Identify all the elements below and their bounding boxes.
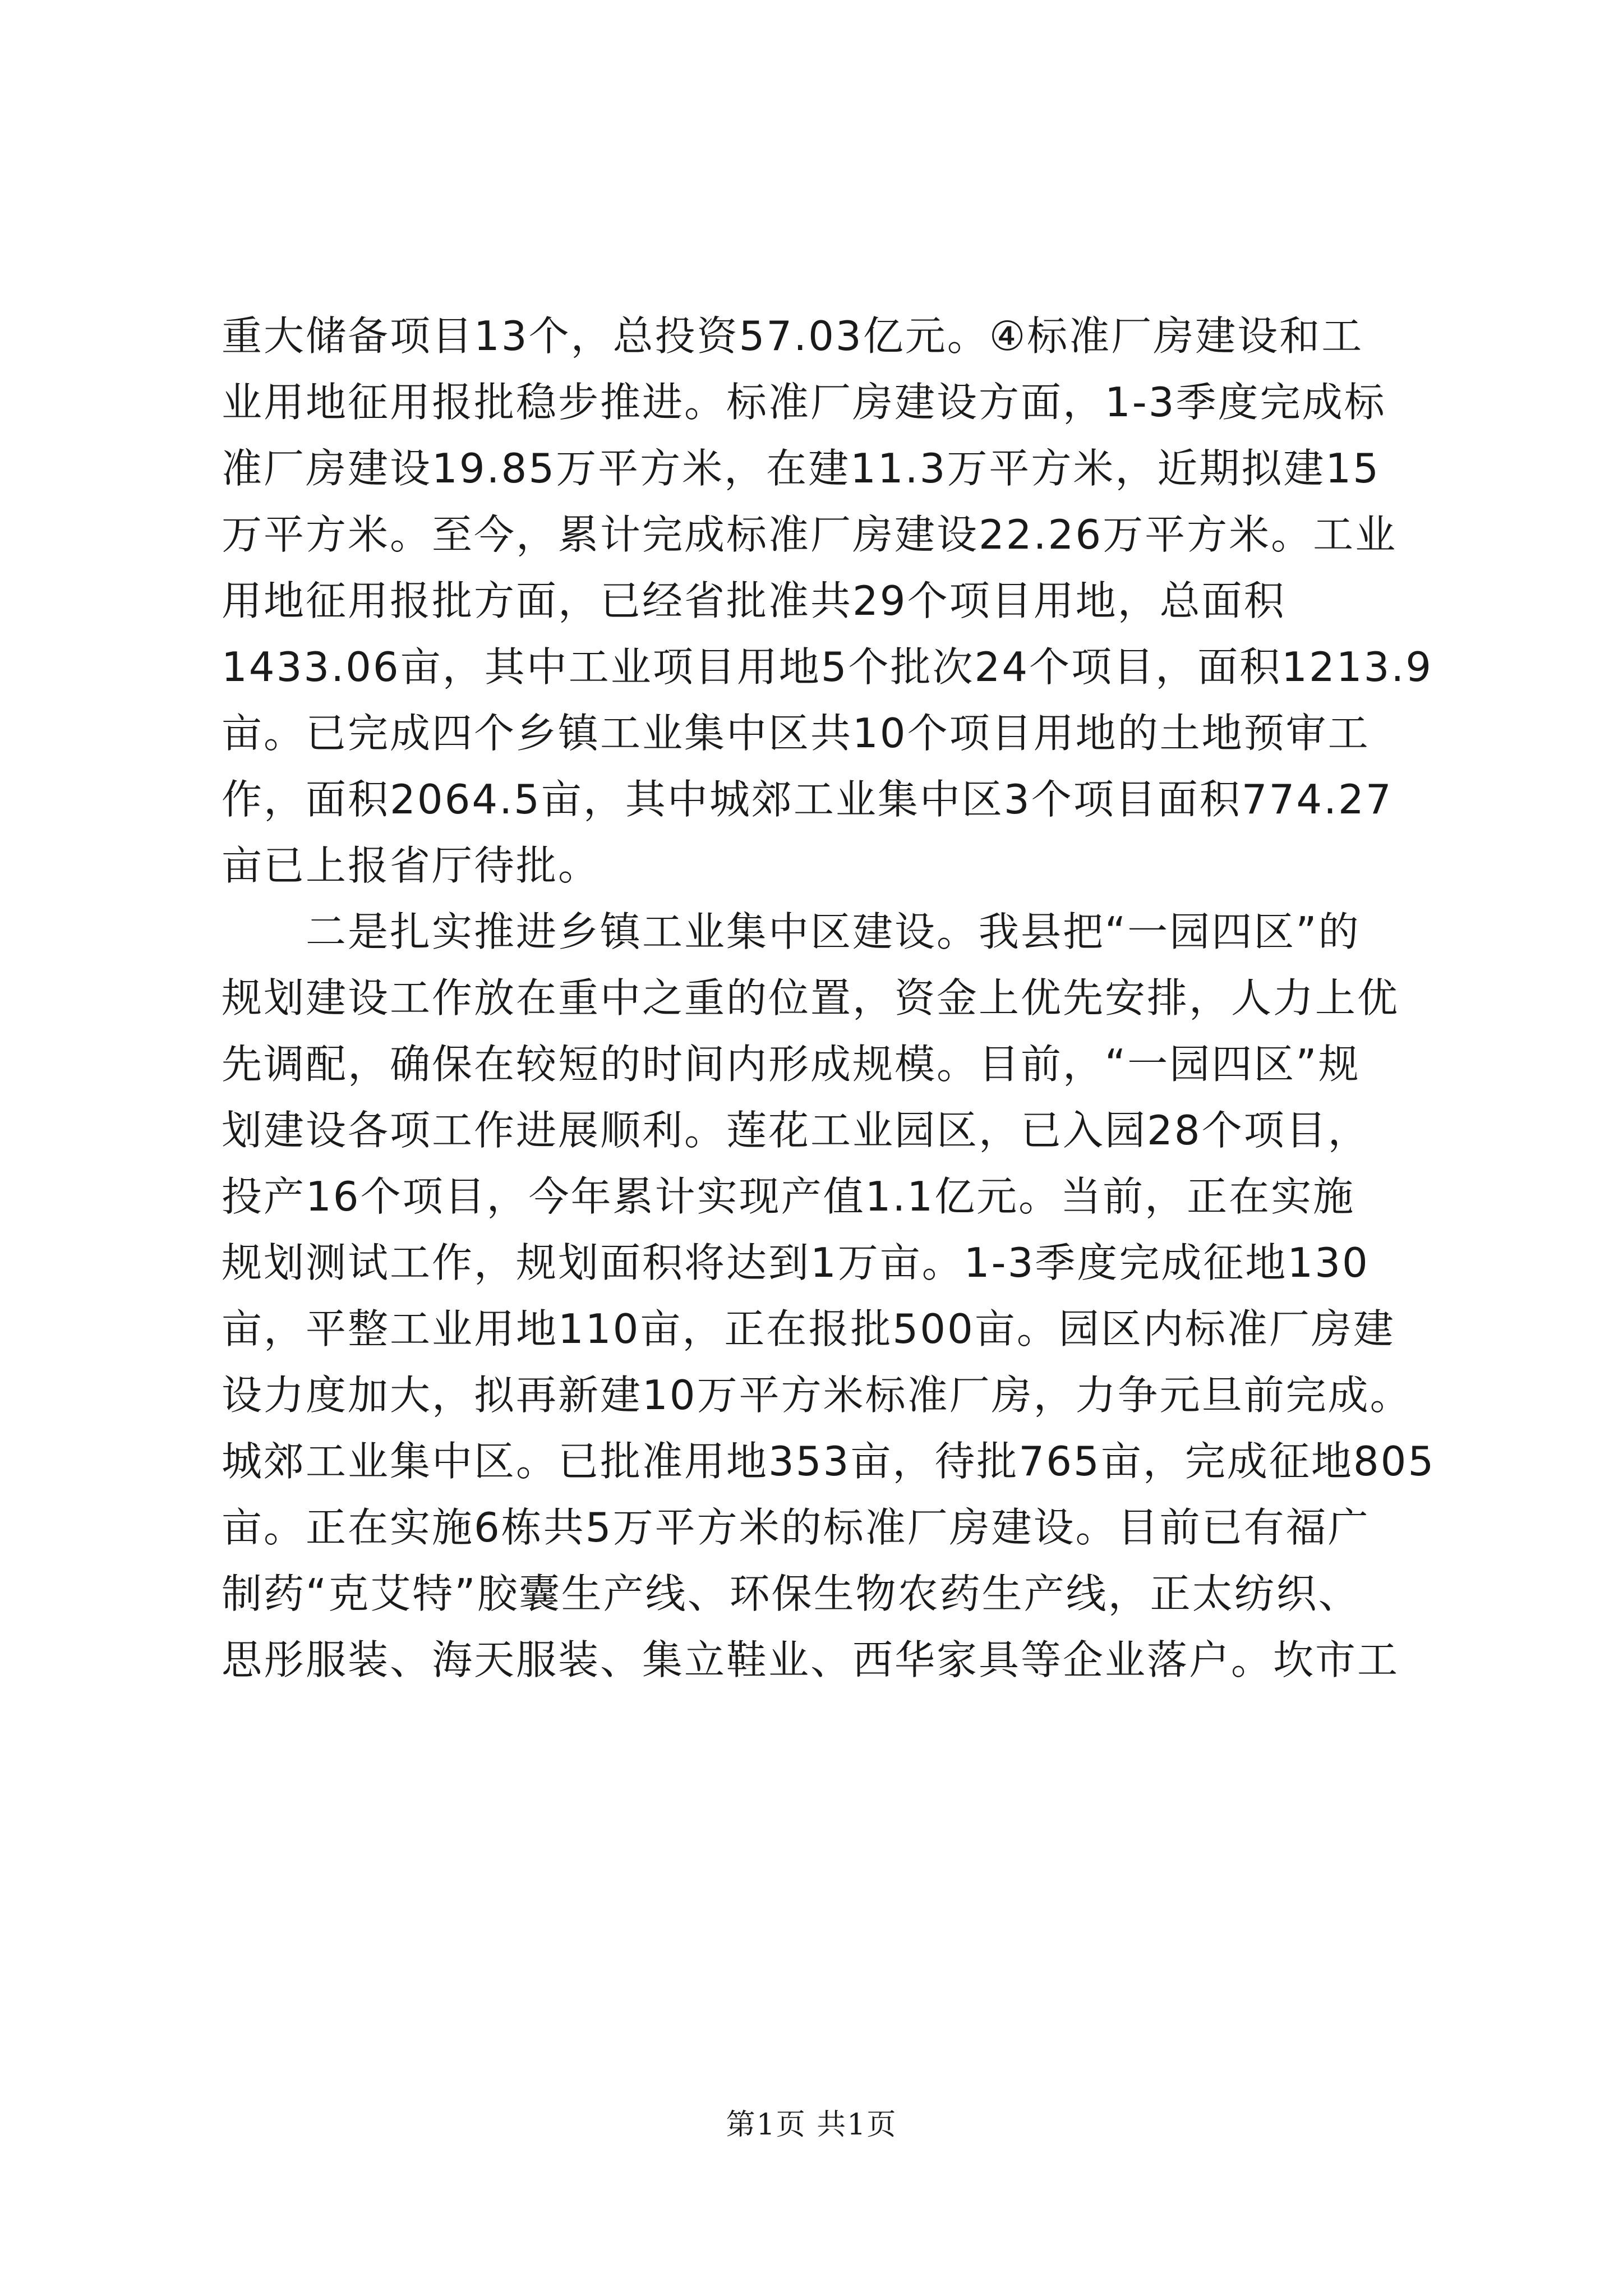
text-line: 用地征用报批方面，已经省批准共29个项目用地，总面积 — [222, 577, 1286, 624]
text-line: 规划测试工作，规划面积将达到1万亩。1-3季度完成征地130 — [222, 1239, 1370, 1286]
text-line: 亩。已完成四个乡镇工业集中区共10个项目用地的土地预审工 — [222, 710, 1370, 757]
text-line: 划建设各项工作进展顺利。莲花工业园区，已入园28个项目， — [222, 1107, 1370, 1154]
text-line: 亩已上报省厅待批。 — [222, 842, 601, 889]
paragraph-start-line: 二是扎实推进乡镇工业集中区建设。我县把“一园四区”的 — [306, 908, 1361, 955]
body-text — [222, 303, 1461, 1693]
text-line: 亩，平整工业用地110亩，正在报批500亩。园区内标准厂房建 — [222, 1305, 1395, 1352]
page-footer: 第1页 共1页 — [726, 2108, 897, 2142]
text-line: 城郊工业集中区。已批准用地353亩，待批765亩，完成征地805 — [222, 1438, 1436, 1485]
text-line: 准厂房建设19.85万平方米，在建11.3万平方米，近期拟建15 — [222, 445, 1381, 492]
text-line: 重大储备项目13个，总投资57.03亿元。④标准厂房建设和工 — [222, 312, 1364, 360]
text-line: 投产16个项目，今年累计实现产值1.1亿元。当前，正在实施 — [222, 1173, 1355, 1220]
text-line: 设力度加大，拟再新建10万平方米标准厂房，力争元旦前完成。 — [222, 1372, 1412, 1419]
text-line: 1433.06亩，其中工业项目用地5个批次24个项目，面积1213.9 — [222, 643, 1433, 691]
text-line: 业用地征用报批稳步推进。标准厂房建设方面，1-3季度完成标 — [222, 379, 1386, 426]
text-line: 思彤服装、海天服装、集立鞋业、西华家具等企业落户。坎市工 — [222, 1636, 1400, 1683]
text-line: 规划建设工作放在重中之重的位置，资金上优先安排，人力上优 — [222, 974, 1400, 1022]
text-line: 制药“克艾特”胶囊生产线、环保生物农药生产线，正太纺织、 — [222, 1570, 1361, 1617]
text-line: 亩。正在实施6栋共5万平方米的标准厂房建设。目前已有福广 — [222, 1504, 1370, 1551]
text-line: 万平方米。至今，累计完成标准厂房建设22.26万平方米。工业 — [222, 511, 1398, 558]
text-line: 作，面积2064.5亩，其中城郊工业集中区3个项目面积774.27 — [222, 776, 1393, 823]
text-line: 先调配，确保在较短的时间内形成规模。目前，“一园四区”规 — [222, 1041, 1361, 1088]
